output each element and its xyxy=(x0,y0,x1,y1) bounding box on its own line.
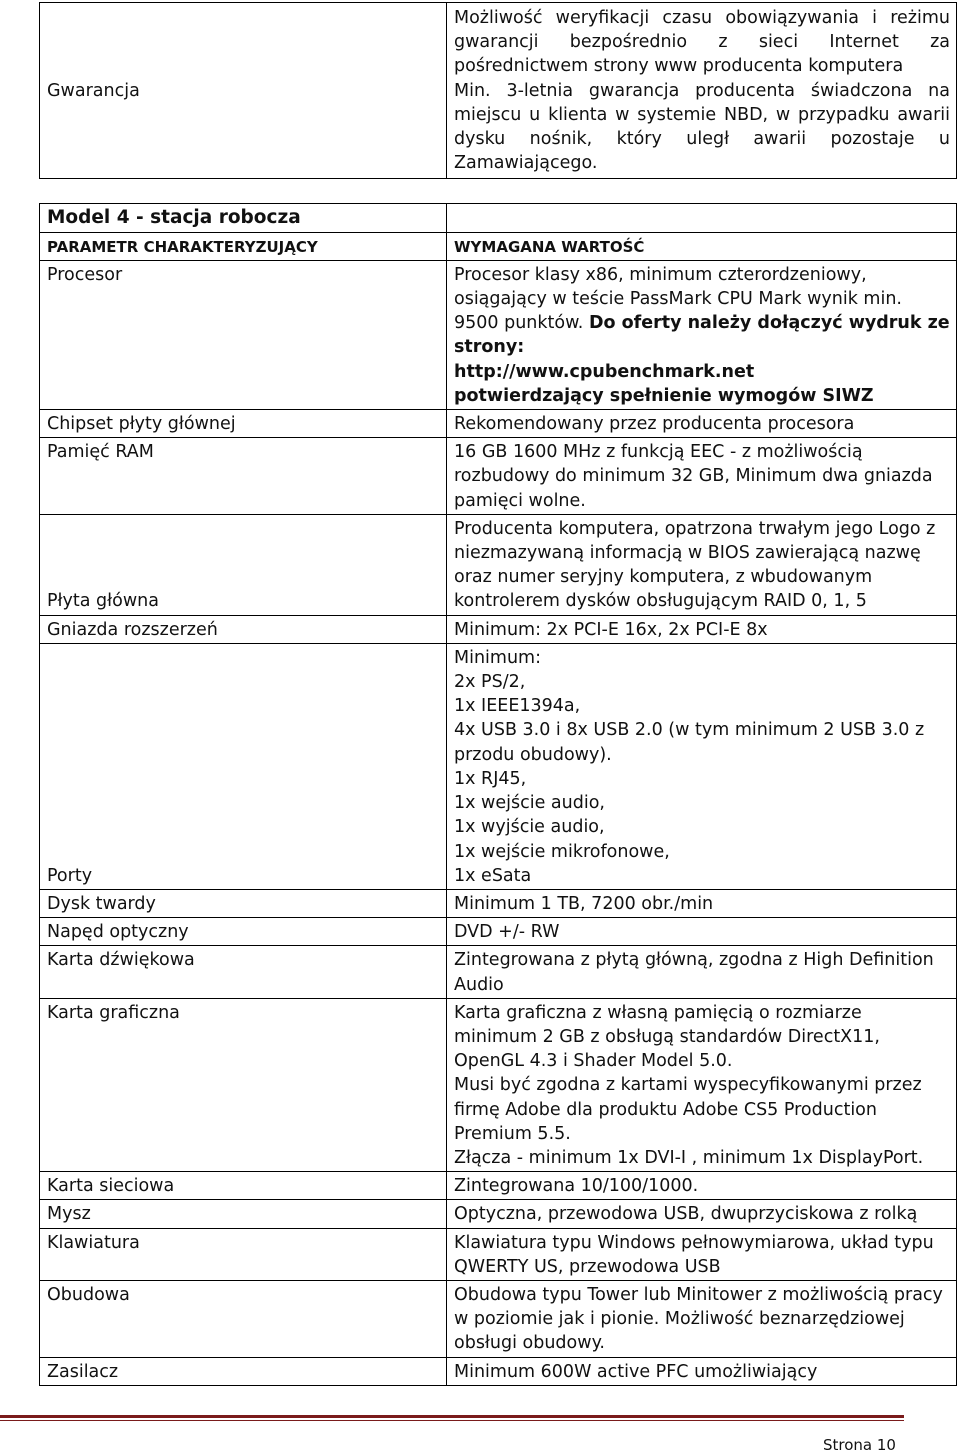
row-value-case: Obudowa typu Tower lub Minitower z możliwością pracy w poziomie jak i pionie. Możliwość beznarzędziowej obsługi obudowy. xyxy=(447,1280,957,1357)
row-label-audio: Karta dźwiękowa xyxy=(40,946,447,998)
gpu-text-adobe: Musi być zgodna z kartami wyspecyfikowanymi przez firmę Adobe dla produktu Adobe CS5 Production Premium 5.5. xyxy=(454,1075,922,1144)
row-label-psu: Zasilacz xyxy=(40,1357,447,1385)
row-label-motherboard: Płyta główna xyxy=(40,514,447,615)
row-label-ram: Pamięć RAM xyxy=(40,438,447,515)
row-label-chipset: Chipset płyty głównej xyxy=(40,410,447,438)
row-value-network: Zintegrowana 10/100/1000. xyxy=(447,1172,957,1200)
row-value-hdd: Minimum 1 TB, 7200 obr./min xyxy=(447,889,957,917)
table-row xyxy=(40,410,957,438)
row-label-mouse: Mysz xyxy=(40,1200,447,1228)
table-row xyxy=(40,1280,957,1357)
row-value-chipset: Rekomendowany przez producenta procesora xyxy=(447,410,957,438)
table-row xyxy=(40,260,957,409)
footer-rule-thin xyxy=(0,1420,904,1421)
ports-line: 1x wejście mikrofonowe, xyxy=(454,841,670,862)
row-value-optical: DVD +/- RW xyxy=(447,918,957,946)
footer-rule-thick xyxy=(0,1415,904,1418)
warranty-table xyxy=(39,2,957,179)
row-value-gpu xyxy=(447,998,957,1171)
ports-line: Minimum: xyxy=(454,647,541,668)
row-label-optical: Napęd optyczny xyxy=(40,918,447,946)
table-row xyxy=(40,998,957,1171)
row-value-mouse: Optyczna, przewodowa USB, dwuprzyciskowa z rolką xyxy=(447,1200,957,1228)
processor-bold-note: Do oferty należy dołączyć wydruk ze strony: xyxy=(454,313,950,358)
model-title-empty xyxy=(447,204,957,232)
gpu-text-memory: Karta graficzna z własną pamięcią o rozmiarze minimum 2 GB z obsługą standardów DirectX11, OpenGL 4.3 i Shader Model 5.0. xyxy=(454,1002,880,1072)
row-label-ports: Porty xyxy=(40,643,447,889)
header-param: PARAMETR CHARAKTERYZUJĄCY xyxy=(40,232,447,260)
ports-line: 1x eSata xyxy=(454,865,532,886)
table-row xyxy=(40,918,957,946)
ports-line: 2x PS/2, xyxy=(454,672,526,693)
table-row xyxy=(40,3,957,179)
footer-rule xyxy=(0,1415,960,1425)
table-row xyxy=(40,204,957,232)
table-row xyxy=(40,889,957,917)
table-row xyxy=(40,946,957,998)
processor-link: http://www.cpubenchmark.net xyxy=(454,361,755,382)
document-body xyxy=(39,2,956,1386)
row-value-audio: Zintegrowana z płytą główną, zgodna z High Definition Audio xyxy=(447,946,957,998)
processor-text: Procesor klasy x86, minimum czterordzeniowy, osiągający w teście PassMark CPU Mark wynik min. 9500 punktów. xyxy=(454,264,902,334)
row-value-motherboard: Producenta komputera, opatrzona trwałym jego Logo z niezmazywaną informacją w BIOS zawierającą nazwę oraz numer seryjny komputera, z wbudowanym kontrolerem dysków obsługującym RAID 0, 1, 5 xyxy=(447,514,957,615)
ports-line: 1x IEEE1394a, xyxy=(454,696,581,717)
row-label-hdd: Dysk twardy xyxy=(40,889,447,917)
row-value-psu: Minimum 600W active PFC umożliwiający xyxy=(447,1357,957,1385)
row-label-slots: Gniazda rozszerzeń xyxy=(40,615,447,643)
ports-line: 1x RJ45, xyxy=(454,768,527,789)
processor-bold-siwz: potwierdzający spełnienie wymogów SIWZ xyxy=(454,385,874,406)
warranty-text-duration: Min. 3-letnia gwarancja producenta świadczona na miejscu u klienta w systemie NBD, w przypadku awarii dysku nośnik, który uległ awarii pozostaje u Zamawiającego. xyxy=(454,80,950,174)
table-row xyxy=(40,1228,957,1280)
ports-line: 1x wyjście audio, xyxy=(454,817,605,838)
table-row xyxy=(40,1172,957,1200)
row-label-keyboard: Klawiatura xyxy=(40,1228,447,1280)
table-row xyxy=(40,1200,957,1228)
spec-table xyxy=(39,203,957,1385)
table-row xyxy=(40,643,957,889)
model-title: Model 4 - stacja robocza xyxy=(40,204,447,232)
header-value: WYMAGANA WARTOŚĆ xyxy=(447,232,957,260)
row-value-ports xyxy=(447,643,957,889)
ports-line: 4x USB 3.0 i 8x USB 2.0 (w tym minimum 2 USB 3.0 z przodu obudowy). xyxy=(454,720,925,765)
row-label-network: Karta sieciowa xyxy=(40,1172,447,1200)
page-number: Strona 10 xyxy=(823,1436,896,1454)
warranty-value xyxy=(447,3,957,179)
ports-line: 1x wejście audio, xyxy=(454,793,605,814)
row-value-slots: Minimum: 2x PCI-E 16x, 2x PCI-E 8x xyxy=(447,615,957,643)
row-label-gpu: Karta graficzna xyxy=(40,998,447,1171)
warranty-label: Gwarancja xyxy=(40,3,447,179)
table-row xyxy=(40,1357,957,1385)
gpu-text-connectors: Złącza - minimum 1x DVI-I , minimum 1x DisplayPort. xyxy=(454,1147,924,1168)
row-value-ram: 16 GB 1600 MHz z funkcją EEC - z możliwością rozbudowy do minimum 32 GB, Minimum dwa gniazda pamięci wolne. xyxy=(447,438,957,515)
table-row xyxy=(40,438,957,515)
table-header-row xyxy=(40,232,957,260)
row-label-processor: Procesor xyxy=(40,260,447,409)
warranty-text-verification: Możliwość weryfikacji czasu obowiązywania i reżimu gwarancji bezpośrednio z sieci Internet za pośrednictwem strony www producenta komputera xyxy=(454,8,950,77)
table-row xyxy=(40,514,957,615)
row-label-case: Obudowa xyxy=(40,1280,447,1357)
row-value-keyboard: Klawiatura typu Windows pełnowymiarowa, układ typu QWERTY US, przewodowa USB xyxy=(447,1228,957,1280)
row-value-processor xyxy=(447,260,957,409)
table-row xyxy=(40,615,957,643)
